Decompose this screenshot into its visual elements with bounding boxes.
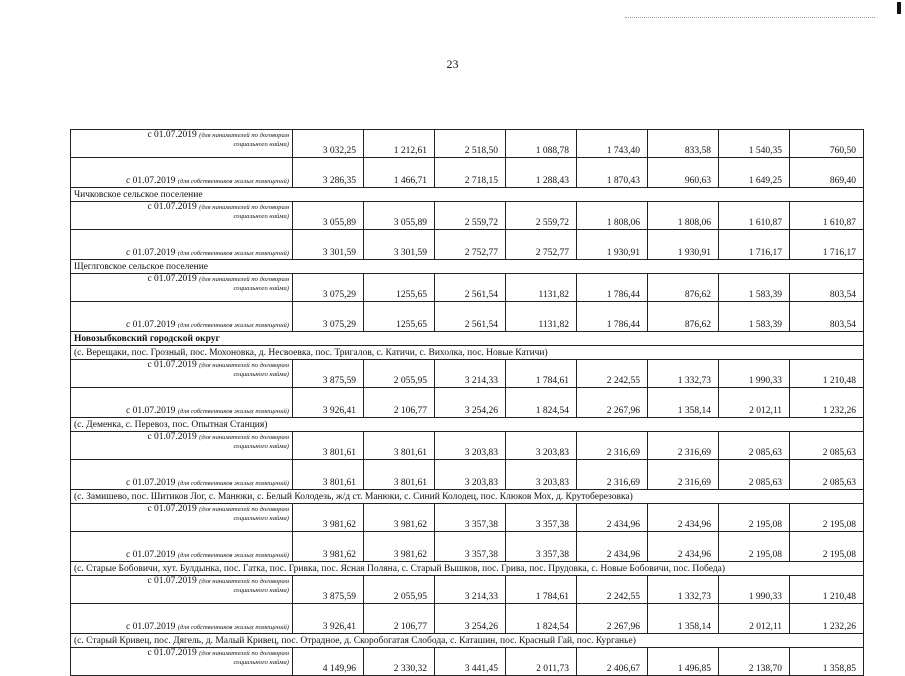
section-header-row	[71, 634, 864, 648]
section-header-row	[71, 346, 864, 360]
row-date: с 01.07.2019	[126, 176, 176, 187]
value-cell: 3 926,41	[293, 604, 364, 634]
value-cell: 3 055,89	[364, 202, 435, 230]
row-note-cont: социального найма)	[233, 212, 289, 220]
row-label	[71, 130, 293, 158]
value-cell: 3 357,38	[435, 532, 506, 562]
value-cell: 3 214,33	[435, 576, 506, 604]
value-cell: 2 085,63	[719, 460, 790, 490]
value-cell: 1 784,61	[506, 576, 577, 604]
value-cell: 2 055,95	[364, 360, 435, 388]
value-cell: 2 242,55	[577, 360, 648, 388]
value-cell: 3 254,26	[435, 388, 506, 418]
value-cell: 3 301,59	[364, 230, 435, 260]
tariff-row	[71, 158, 864, 188]
value-cell: 3 357,38	[506, 532, 577, 562]
value-cell: 3 286,35	[293, 158, 364, 188]
section-header: Щеглговское сельское поселение	[71, 260, 864, 274]
row-date: с 01.07.2019	[147, 432, 197, 442]
value-cell: 3 801,61	[293, 432, 364, 460]
row-date: с 01.07.2019	[126, 248, 176, 259]
value-cell: 1255,65	[364, 274, 435, 302]
section-header-row	[71, 188, 864, 202]
row-note: (для нанимателей по договорам	[199, 276, 289, 283]
value-cell: 3 055,89	[293, 202, 364, 230]
value-cell: 3 254,26	[435, 604, 506, 634]
value-cell: 2 434,96	[648, 504, 719, 532]
row-date: с 01.07.2019	[147, 130, 197, 140]
row-date: с 01.07.2019	[126, 406, 176, 417]
value-cell: 2 434,96	[648, 532, 719, 562]
value-cell: 1 358,14	[648, 388, 719, 418]
value-cell: 1 232,26	[790, 388, 864, 418]
value-cell: 1 232,26	[790, 604, 864, 634]
row-note-cont: социального найма)	[233, 370, 289, 378]
value-cell: 1 784,61	[506, 360, 577, 388]
tariff-row	[71, 504, 864, 532]
value-cell: 1 930,91	[648, 230, 719, 260]
value-cell: 2 559,72	[506, 202, 577, 230]
value-cell: 1 743,40	[577, 130, 648, 158]
value-cell: 833,58	[648, 130, 719, 158]
value-cell: 1 610,87	[719, 202, 790, 230]
section-header-row	[71, 490, 864, 504]
row-label	[71, 432, 293, 460]
section-header: (с. Замишево, пос. Шитиков Лог, с. Манюки, с. Белый Колодезь, ж/д ст. Манюки, с. Синий Колодец, пос. Клюков Мох, д. Крутоберезовка)	[71, 490, 864, 504]
row-label	[71, 274, 293, 302]
tariff-row	[71, 230, 864, 260]
row-label	[71, 360, 293, 388]
tariff-row	[71, 202, 864, 230]
row-label	[71, 302, 293, 332]
value-cell: 1 824,54	[506, 604, 577, 634]
value-cell: 1 786,44	[577, 302, 648, 332]
value-cell: 1 808,06	[648, 202, 719, 230]
value-cell: 3 301,59	[293, 230, 364, 260]
row-label	[71, 576, 293, 604]
value-cell: 2 242,55	[577, 576, 648, 604]
value-cell: 1 716,17	[790, 230, 864, 260]
value-cell: 3 875,59	[293, 360, 364, 388]
value-cell: 1 358,14	[648, 604, 719, 634]
value-cell: 3 801,61	[293, 460, 364, 490]
value-cell: 1131,82	[506, 302, 577, 332]
row-note: (для нанимателей по договорам	[199, 204, 289, 211]
tariff-table-body	[71, 130, 864, 676]
value-cell: 2 434,96	[577, 504, 648, 532]
value-cell: 3 203,83	[506, 460, 577, 490]
value-cell: 803,54	[790, 302, 864, 332]
section-header: (с. Деменка, с. Перевоз, пос. Опытная Станция)	[71, 418, 864, 432]
value-cell: 2 267,96	[577, 604, 648, 634]
value-cell: 2 316,69	[648, 432, 719, 460]
row-note-cont: социального найма)	[233, 442, 289, 450]
value-cell: 1 210,48	[790, 360, 864, 388]
row-note-cont: социального найма)	[233, 284, 289, 292]
tariff-row	[71, 532, 864, 562]
value-cell: 2 195,08	[719, 504, 790, 532]
value-cell: 1255,65	[364, 302, 435, 332]
value-cell: 3 981,62	[364, 532, 435, 562]
value-cell: 1 583,39	[719, 274, 790, 302]
section-header: (с. Старый Кривец, пос. Дягель, д. Малый Кривец, пос. Отрадное, д. Скоробогатая Слобода, с. Каташин, пос. Красный Гай, пос. Курганье)	[71, 634, 864, 648]
section-header: Чичковское сельское поселение	[71, 188, 864, 202]
value-cell: 2 085,63	[719, 432, 790, 460]
value-cell: 3 214,33	[435, 360, 506, 388]
row-label	[71, 604, 293, 634]
edge-mark	[897, 2, 901, 14]
value-cell: 3 203,83	[435, 432, 506, 460]
tariff-row	[71, 576, 864, 604]
value-cell: 1 716,17	[719, 230, 790, 260]
section-header: Новозыбковский городской округ	[71, 332, 864, 346]
value-cell: 2 406,67	[577, 648, 648, 676]
value-cell: 3 981,62	[364, 504, 435, 532]
tariff-row	[71, 648, 864, 676]
value-cell: 2 718,15	[435, 158, 506, 188]
row-note: (для нанимателей по договорам	[199, 362, 289, 369]
row-note-cont: социального найма)	[233, 586, 289, 594]
row-date: с 01.07.2019	[147, 274, 197, 284]
tariff-row	[71, 604, 864, 634]
row-date: с 01.07.2019	[147, 648, 197, 658]
value-cell: 2 085,63	[790, 460, 864, 490]
row-date: с 01.07.2019	[126, 550, 176, 561]
value-cell: 1 786,44	[577, 274, 648, 302]
value-cell: 876,62	[648, 274, 719, 302]
tariff-row	[71, 388, 864, 418]
value-cell: 1 583,39	[719, 302, 790, 332]
row-note: (для нанимателей по договорам	[199, 506, 289, 513]
row-date: с 01.07.2019	[147, 202, 197, 212]
value-cell: 1 824,54	[506, 388, 577, 418]
row-note: (для нанимателей по договорам	[199, 650, 289, 657]
value-cell: 1 990,33	[719, 576, 790, 604]
section-header: (с. Верещаки, пос. Грозный, пос. Мохоновка, д. Несвоевка, пос. Тригалов, с. Катичи, с. Вихолка, пос. Новые Катичи)	[71, 346, 864, 360]
row-label	[71, 504, 293, 532]
value-cell: 3 926,41	[293, 388, 364, 418]
value-cell: 4 149,96	[293, 648, 364, 676]
value-cell: 3 875,59	[293, 576, 364, 604]
value-cell: 2 195,08	[719, 532, 790, 562]
value-cell: 1 212,61	[364, 130, 435, 158]
value-cell: 1 870,43	[577, 158, 648, 188]
tariff-table	[70, 129, 864, 676]
value-cell: 3 801,61	[364, 432, 435, 460]
value-cell: 1131,82	[506, 274, 577, 302]
row-date: с 01.07.2019	[126, 622, 176, 633]
row-label	[71, 648, 293, 676]
value-cell: 760,50	[790, 130, 864, 158]
value-cell: 3 075,29	[293, 274, 364, 302]
row-note: (для нанимателей по договорам	[199, 132, 289, 139]
tariff-row	[71, 274, 864, 302]
row-label	[71, 388, 293, 418]
value-cell: 2 330,32	[364, 648, 435, 676]
row-label	[71, 158, 293, 188]
value-cell: 2 055,95	[364, 576, 435, 604]
value-cell: 3 203,83	[435, 460, 506, 490]
value-cell: 2 559,72	[435, 202, 506, 230]
row-date: с 01.07.2019	[147, 360, 197, 370]
value-cell: 2 752,77	[435, 230, 506, 260]
value-cell: 2 316,69	[577, 432, 648, 460]
value-cell: 869,40	[790, 158, 864, 188]
value-cell: 1 332,73	[648, 360, 719, 388]
row-note: (для собственников жилых помещений)	[177, 408, 289, 416]
value-cell: 1 210,48	[790, 576, 864, 604]
value-cell: 1 540,35	[719, 130, 790, 158]
value-cell: 1 808,06	[577, 202, 648, 230]
tariff-row	[71, 432, 864, 460]
section-header-row	[71, 562, 864, 576]
value-cell: 1 990,33	[719, 360, 790, 388]
row-date: с 01.07.2019	[126, 320, 176, 331]
value-cell: 1 288,43	[506, 158, 577, 188]
tariff-row	[71, 360, 864, 388]
value-cell: 3 441,45	[435, 648, 506, 676]
tariff-row	[71, 130, 864, 158]
tariff-row	[71, 460, 864, 490]
row-note: (для собственников жилых помещений)	[177, 322, 289, 330]
row-date: с 01.07.2019	[147, 576, 197, 586]
tariff-row	[71, 302, 864, 332]
value-cell: 1 649,25	[719, 158, 790, 188]
row-note: (для собственников жилых помещений)	[177, 250, 289, 258]
value-cell: 3 357,38	[506, 504, 577, 532]
value-cell: 2 267,96	[577, 388, 648, 418]
value-cell: 2 011,73	[506, 648, 577, 676]
value-cell: 2 012,11	[719, 604, 790, 634]
value-cell: 3 801,61	[364, 460, 435, 490]
row-label	[71, 202, 293, 230]
row-date: с 01.07.2019	[147, 504, 197, 514]
section-header-row	[71, 418, 864, 432]
row-note: (для собственников жилых помещений)	[177, 178, 289, 186]
value-cell: 2 518,50	[435, 130, 506, 158]
value-cell: 2 195,08	[790, 504, 864, 532]
row-note-cont: социального найма)	[233, 514, 289, 522]
value-cell: 876,62	[648, 302, 719, 332]
value-cell: 2 138,70	[719, 648, 790, 676]
value-cell: 2 012,11	[719, 388, 790, 418]
value-cell: 1 332,73	[648, 576, 719, 604]
value-cell: 3 981,62	[293, 504, 364, 532]
value-cell: 1 358,85	[790, 648, 864, 676]
row-note: (для собственников жилых помещений)	[177, 552, 289, 560]
value-cell: 2 085,63	[790, 432, 864, 460]
value-cell: 2 106,77	[364, 388, 435, 418]
value-cell: 803,54	[790, 274, 864, 302]
page-number: 23	[446, 57, 459, 71]
value-cell: 3 075,29	[293, 302, 364, 332]
section-header-row	[71, 332, 864, 346]
value-cell: 2 434,96	[577, 532, 648, 562]
value-cell: 1 496,85	[648, 648, 719, 676]
row-note-cont: социального найма)	[233, 658, 289, 666]
value-cell: 2 561,54	[435, 302, 506, 332]
row-note: (для собственников жилых помещений)	[177, 480, 289, 488]
row-label	[71, 460, 293, 490]
value-cell: 2 752,77	[506, 230, 577, 260]
value-cell: 2 106,77	[364, 604, 435, 634]
row-note: (для нанимателей по договорам	[199, 578, 289, 585]
row-label	[71, 230, 293, 260]
value-cell: 2 316,69	[577, 460, 648, 490]
value-cell: 3 203,83	[506, 432, 577, 460]
row-note: (для собственников жилых помещений)	[177, 624, 289, 632]
value-cell: 3 357,38	[435, 504, 506, 532]
value-cell: 3 981,62	[293, 532, 364, 562]
section-header-row	[71, 260, 864, 274]
row-label	[71, 532, 293, 562]
row-date: с 01.07.2019	[126, 478, 176, 489]
value-cell: 960,63	[648, 158, 719, 188]
scan-artifact-line	[625, 17, 875, 18]
row-note: (для нанимателей по договорам	[199, 434, 289, 441]
value-cell: 2 316,69	[648, 460, 719, 490]
value-cell: 2 195,08	[790, 532, 864, 562]
section-header: (с. Старые Бобовичи, хут. Булдынка, пос. Гатка, пос. Гривка, пос. Ясная Поляна, с. Старый Вышков, пос. Грива, пос. Прудовка, с. Новые Бобовичи, пос. Победа)	[71, 562, 864, 576]
value-cell: 1 610,87	[790, 202, 864, 230]
value-cell: 2 561,54	[435, 274, 506, 302]
value-cell: 1 466,71	[364, 158, 435, 188]
row-note-cont: социального найма)	[233, 140, 289, 148]
value-cell: 3 032,25	[293, 130, 364, 158]
value-cell: 1 930,91	[577, 230, 648, 260]
value-cell: 1 088,78	[506, 130, 577, 158]
